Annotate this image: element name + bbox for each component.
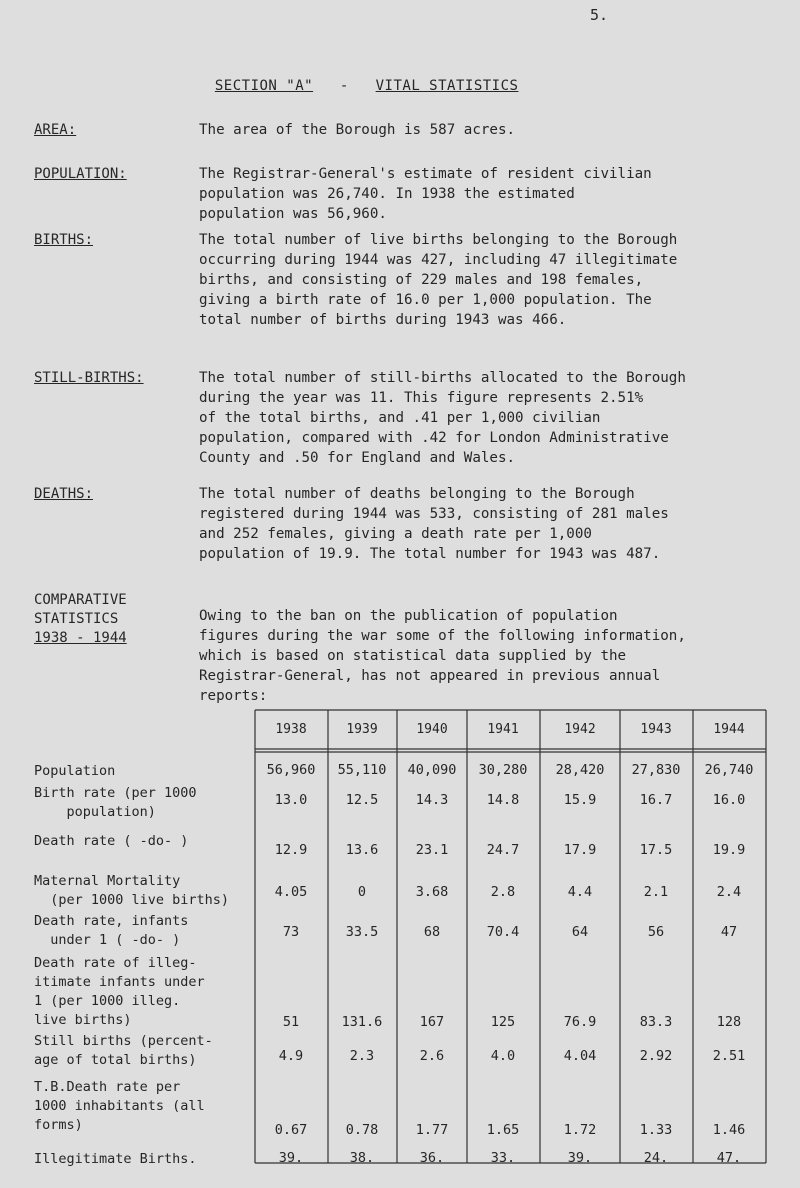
table-cell: 4.05 <box>274 884 308 900</box>
table-cell: 24. <box>643 1150 669 1166</box>
table-cell: 167 <box>419 1014 445 1030</box>
table-cell: 14.3 <box>415 792 449 808</box>
births-text: The total number of live births belonging to the Borough occurring during 1944 was 427, including 47 illegitimate births, and consisting of 229 males and 198 females, giving a birth rate of 16.0 per 1,000 population. The total number of births during 1943 was 466. <box>199 232 678 328</box>
table-cell: 4.4 <box>567 884 593 900</box>
deaths-label: DEATHS: <box>34 486 94 502</box>
table-cell: 15.9 <box>563 792 597 808</box>
row-label: T.B.Death rate per 1000 inhabitants (all forms) <box>34 1079 205 1133</box>
births-label: BIRTHS: <box>34 232 94 248</box>
table-cell: 4.0 <box>490 1048 516 1064</box>
table-cell: 36. <box>419 1150 445 1166</box>
table-cell: 47 <box>720 924 738 940</box>
table-cell: 23.1 <box>415 842 449 858</box>
table-cell: 27,830 <box>631 762 681 778</box>
year-header: 1941 <box>487 722 519 737</box>
row-label: Maternal Mortality (per 1000 live births) <box>34 873 230 908</box>
section-title-dash: - <box>339 78 349 94</box>
deaths-text: The total number of deaths belonging to the Borough registered during 1944 was 533, consisting of 281 males and 252 females, giving a death rate per 1,000 population of 19.9. The total number for 1943 was 487. <box>199 486 669 562</box>
row-label: Death rate ( -do- ) <box>34 833 189 849</box>
table-cell: 1.72 <box>563 1122 597 1138</box>
row-label: Still births (percent- age of total births) <box>34 1033 213 1068</box>
table-cell: 1.33 <box>639 1122 673 1138</box>
table-cell: 2.1 <box>643 884 669 900</box>
table-cell: 2.51 <box>712 1048 746 1064</box>
table-cell: 4.04 <box>563 1048 597 1064</box>
table-cell: 13.0 <box>274 792 308 808</box>
table-cell: 2.6 <box>419 1048 445 1064</box>
table-cell: 24.7 <box>486 842 520 858</box>
table-cell: 2.92 <box>639 1048 673 1064</box>
row-label: Birth rate (per 1000 population) <box>34 785 197 820</box>
table-cell: 2.3 <box>349 1048 375 1064</box>
table-cell: 26,740 <box>704 762 754 778</box>
table-cell: 39. <box>567 1150 593 1166</box>
table-cell: 16.0 <box>712 792 746 808</box>
table-cell: 0 <box>357 884 367 900</box>
row-label: Death rate, infants under 1 ( -do- ) <box>34 913 189 948</box>
year-header: 1938 <box>275 722 307 737</box>
table-cell: 70.4 <box>486 924 520 940</box>
table-cell: 1.65 <box>486 1122 520 1138</box>
row-label: Death rate of illeg- itimate infants under 1 (per 1000 illeg. live births) <box>34 955 205 1028</box>
table-cell: 47. <box>716 1150 742 1166</box>
section-title-section: SECTION "A" <box>214 78 314 94</box>
area-label: AREA: <box>34 122 77 138</box>
table-cell: 0.78 <box>345 1122 379 1138</box>
table-cell: 40,090 <box>407 762 457 778</box>
comparative-label-line3: 1938 - 1944 <box>34 630 127 646</box>
table-cell: 125 <box>490 1014 516 1030</box>
year-header: 1942 <box>564 722 596 737</box>
population-label: POPULATION: <box>34 166 127 182</box>
table-cell: 19.9 <box>712 842 746 858</box>
table-cell: 14.8 <box>486 792 520 808</box>
year-header: 1939 <box>346 722 378 737</box>
row-label: Illegitimate Births. <box>34 1151 197 1167</box>
section-title-subject: VITAL STATISTICS <box>375 78 519 94</box>
comparative-label-line1: COMPARATIVE <box>34 592 127 608</box>
table-cell: 1.46 <box>712 1122 746 1138</box>
table-cell: 12.5 <box>345 792 379 808</box>
table-cell: 30,280 <box>478 762 528 778</box>
comparative-text: Owing to the ban on the publication of population figures during the war some of the following information, which is based on statistical data supplied by the Registrar-General, has not appeared in previous annual reports: <box>199 608 686 704</box>
still-births-text: The total number of still-births allocated to the Borough during the year was 11. This figure represents 2.51% of the total births, and .41 per 1,000 civilian population, compared with .42 for London Administrative County and .50 for England and Wales. <box>199 370 686 466</box>
table-cell: 17.5 <box>639 842 673 858</box>
comparative-label-line2: STATISTICS <box>34 611 119 627</box>
table-cell: 0.67 <box>274 1122 308 1138</box>
table-cell: 13.6 <box>345 842 379 858</box>
table-cell: 83.3 <box>639 1014 673 1030</box>
year-header: 1940 <box>416 722 448 737</box>
area-text: The area of the Borough is 587 acres. <box>199 122 516 138</box>
year-header: 1943 <box>640 722 672 737</box>
table-cell: 2.8 <box>490 884 516 900</box>
table-cell: 73 <box>282 924 300 940</box>
table-cell: 4.9 <box>278 1048 304 1064</box>
table-cell: 128 <box>716 1014 742 1030</box>
table-cell: 33. <box>490 1150 516 1166</box>
table-cell: 12.9 <box>274 842 308 858</box>
table-cell: 17.9 <box>563 842 597 858</box>
population-text: The Registrar-General's estimate of resident civilian population was 26,740. In 1938 the estimated population was 56,960. <box>199 166 652 222</box>
table-cell: 68 <box>423 924 441 940</box>
table-cell: 1.77 <box>415 1122 449 1138</box>
table-cell: 55,110 <box>337 762 387 778</box>
table-cell: 131.6 <box>341 1014 383 1030</box>
row-label: Population <box>34 763 116 779</box>
table-cell: 76.9 <box>563 1014 597 1030</box>
page-number: 5. <box>590 6 609 24</box>
table-cell: 16.7 <box>639 792 673 808</box>
table-cell: 56,960 <box>266 762 316 778</box>
table-cell: 39. <box>278 1150 304 1166</box>
table-cell: 3.68 <box>415 884 449 900</box>
table-cell: 38. <box>349 1150 375 1166</box>
year-header: 1944 <box>713 722 745 737</box>
table-cell: 56 <box>647 924 665 940</box>
table-cell: 28,420 <box>555 762 605 778</box>
table-cell: 2.4 <box>716 884 742 900</box>
table-cell: 64 <box>571 924 589 940</box>
table-cell: 51 <box>282 1014 300 1030</box>
still-births-label: STILL-BIRTHS: <box>34 370 144 386</box>
table-cell: 33.5 <box>345 924 379 940</box>
